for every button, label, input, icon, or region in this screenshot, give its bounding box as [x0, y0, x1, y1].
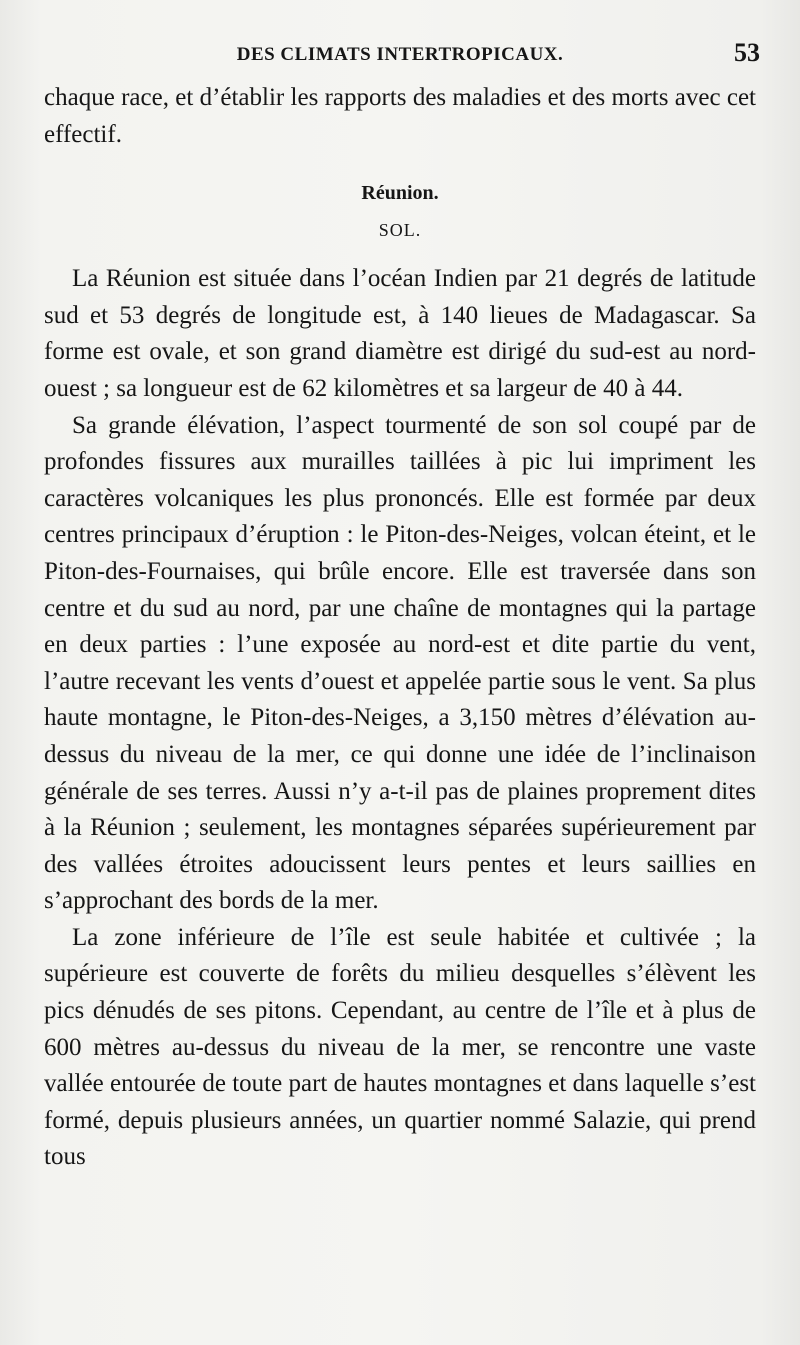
paragraph-relief: Sa grande élévation, l’aspect tourmenté de son sol coupé par de profondes fissures aux murailles taillées à pic lui impriment les caractères volcaniques les plus prononcés. Elle est formée par deux centres principaux d’éruption : le Piton-des-Neiges, volcan éteint, et le Piton-des-Fournaises, qui brûle encore. Elle est traversée dans son centre et du sud au nord, par une chaîne de montagnes qui la partage en deux parties : l’une exposée au nord-est et dite partie du vent, l’autre recevant les vents d’ouest et appelée partie sous le vent. Sa plus haute montagne, le Piton-des-Neiges, a 3,150 mètres d’élévation au-dessus du niveau de la mer, ce qui donne une idée de l’inclinaison générale de ses terres. Aussi n’y a-t-il pas de plaines proprement dites à la Réunion ; seulement, les montagnes séparées supérieurement par des vallées étroites adoucissent leurs pentes et leurs saillies en s’approchant des bords de la mer.	[44, 411, 756, 915]
page-header	[40, 38, 760, 72]
page-number: 53	[734, 38, 760, 67]
section-title: Réunion.	[361, 182, 439, 205]
paragraph-location: La Réunion est située dans l’océan Indien par 21 degrés de latitude sud et 53 degrés de longitude est, à 140 lieues de Madagascar. Sa forme est ovale, et son grand diamètre est dirigé du sud-est au nord-ouest ; sa longueur est de 62 kilomètres et sa largeur de 40 à 44.	[44, 265, 756, 402]
subsection-title: SOL.	[378, 220, 422, 241]
intro-paragraph: chaque race, et d’établir les rapports des maladies et des morts avec cet effectif.	[44, 84, 756, 148]
paragraph-zones: La zone inférieure de l’île est seule habitée et cultivée ; la supérieure est couverte de forêts du milieu desquelles s’élèvent les pics dénudés de ses pitons. Cependant, au centre de l’île et à plus de 600 mètres au-dessus du niveau de la mer, se rencontre une vaste vallée entourée de toute part de hautes montagnes et dans laquelle s’est formé, depuis plusieurs années, un quartier nommé Salazie, qui prend tous	[44, 923, 756, 1171]
running-title: DES CLIMATS INTERTROPICAUX.	[236, 44, 564, 65]
page-body	[44, 80, 756, 1176]
